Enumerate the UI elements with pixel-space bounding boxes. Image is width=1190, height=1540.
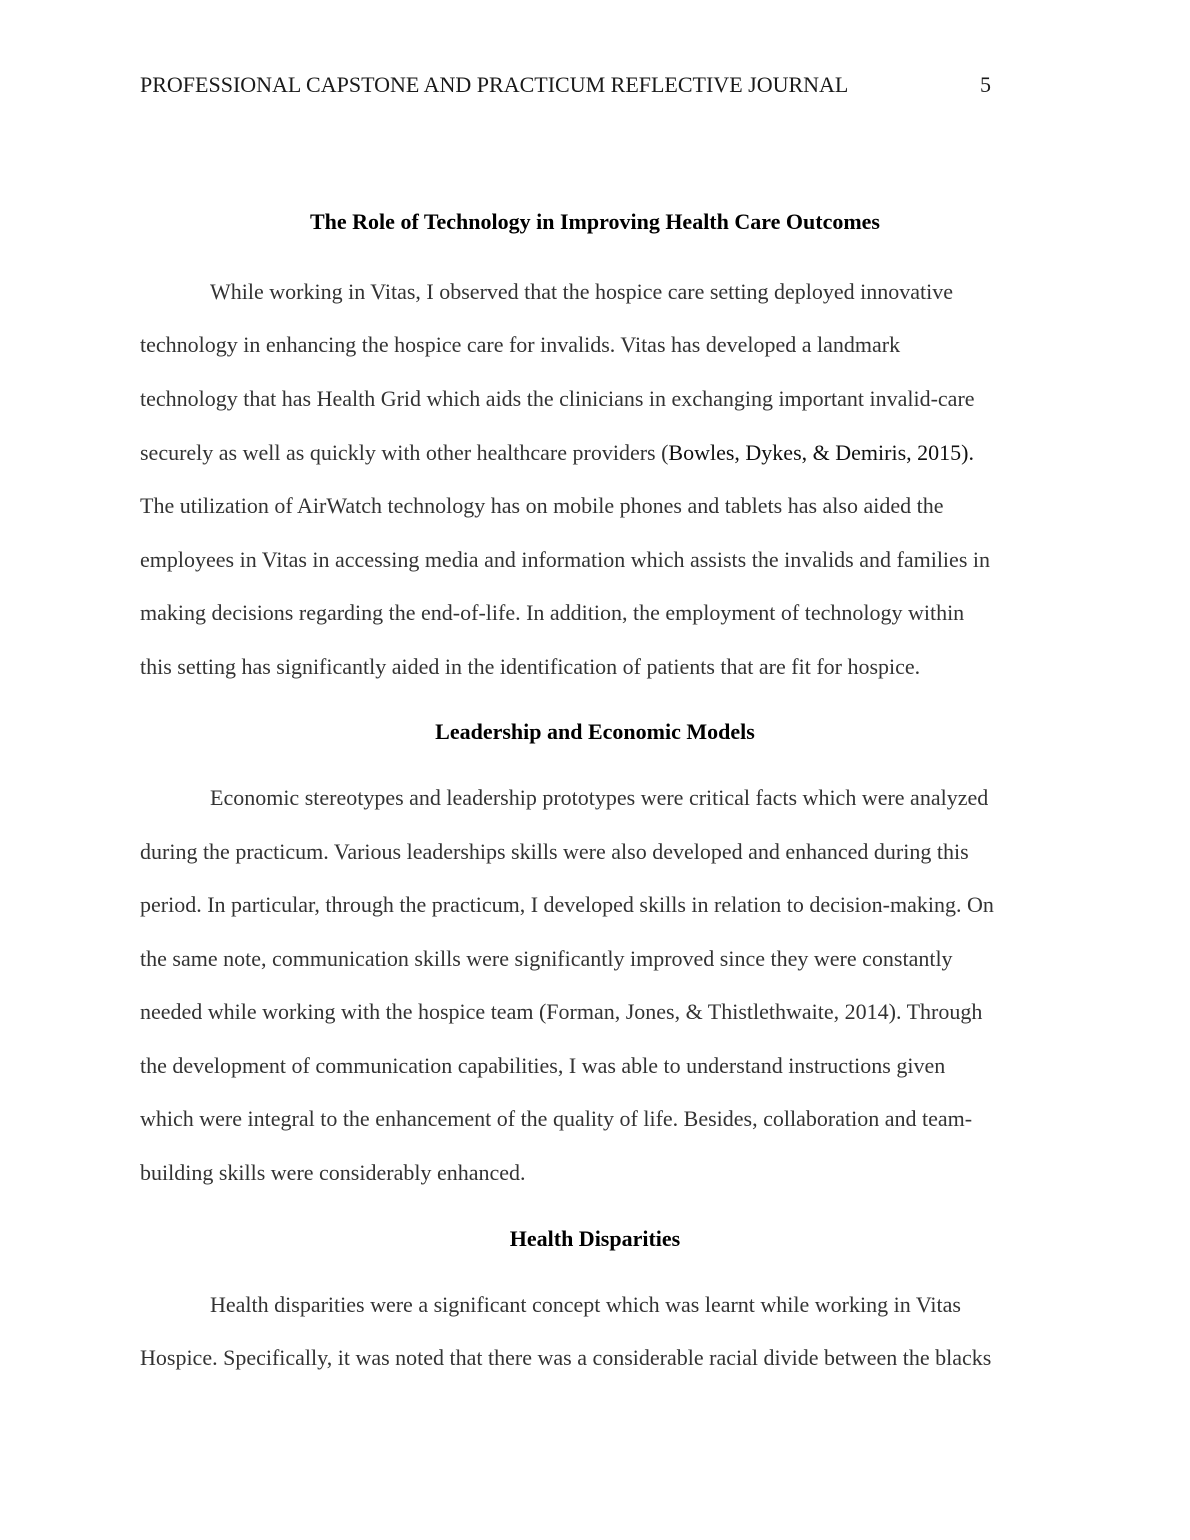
running-head bbox=[140, 70, 991, 100]
paragraph-line: period. In particular, through the practicum, I developed skills in relation to decision-making. On bbox=[140, 892, 994, 917]
paragraph-line: The utilization of AirWatch technology has on mobile phones and tablets has also aided the bbox=[140, 493, 944, 518]
paragraph-line: during the practicum. Various leaderships skills were also developed and enhanced during this bbox=[140, 839, 969, 864]
paragraph-line: technology in enhancing the hospice care for invalids. Vitas has developed a landmark bbox=[140, 332, 901, 357]
paragraph-line: technology that has Health Grid which aids the clinicians in exchanging important invalid-care bbox=[140, 386, 975, 411]
paragraph-line: Economic stereotypes and leadership prototypes were critical facts which were analyzed bbox=[210, 785, 989, 810]
paragraph-line: building skills were considerably enhanced. bbox=[140, 1160, 526, 1185]
paragraph-line: While working in Vitas, I observed that the hospice care setting deployed innovative bbox=[210, 279, 954, 304]
paragraph-line: this setting has significantly aided in the identification of patients that are fit for hospice. bbox=[140, 654, 921, 679]
page-number: 5 bbox=[980, 72, 991, 97]
section-heading-technology: The Role of Technology in Improving Health Care Outcomes bbox=[310, 209, 880, 234]
paragraph-line: Health disparities were a significant concept which was learnt while working in Vitas bbox=[210, 1292, 961, 1317]
paragraph-line: Hospice. Specifically, it was noted that there was a considerable racial divide between the blacks bbox=[140, 1345, 992, 1370]
paragraph-line: needed while working with the hospice team (Forman, Jones, & Thistlethwaite, 2014). Through bbox=[140, 999, 983, 1024]
paragraph-line: which were integral to the enhancement of the quality of life. Besides, collaboration and team- bbox=[140, 1106, 973, 1131]
section-heading-health-disparities: Health Disparities bbox=[509, 1226, 681, 1251]
paragraph-line-text: securely as well as quickly with other healthcare providers ( bbox=[140, 440, 669, 465]
paragraph-line bbox=[140, 438, 974, 468]
running-head-title: PROFESSIONAL CAPSTONE AND PRACTICUM REFLECTIVE JOURNAL bbox=[140, 72, 849, 97]
paragraph-line: the same note, communication skills were significantly improved since they were constantly bbox=[140, 946, 953, 971]
paragraph-line: the development of communication capabilities, I was able to understand instructions given bbox=[140, 1053, 946, 1078]
paragraph-line: making decisions regarding the end-of-life. In addition, the employment of technology within bbox=[140, 600, 965, 625]
citation-bowles: Bowles, Dykes, & Demiris, 2015). bbox=[668, 440, 974, 465]
paragraph-line: employees in Vitas in accessing media and information which assists the invalids and families in bbox=[140, 547, 990, 572]
section-heading-leadership: Leadership and Economic Models bbox=[435, 719, 755, 744]
